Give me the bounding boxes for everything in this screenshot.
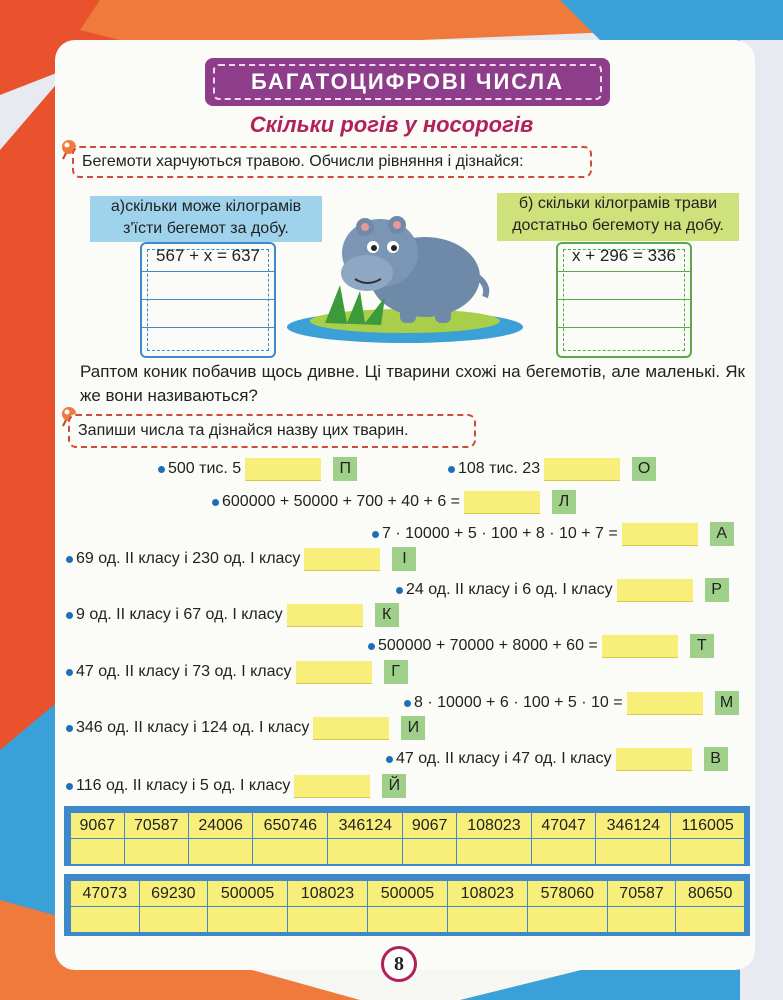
grid-answer-cell[interactable]	[447, 907, 527, 933]
answer-field[interactable]	[296, 661, 372, 684]
answer-grid-1	[70, 812, 745, 865]
grid-cell: 650746	[253, 813, 328, 839]
letter-badge: Й	[382, 774, 406, 798]
grid-answer-cell[interactable]	[607, 907, 676, 933]
letter-badge: Т	[690, 634, 714, 658]
grid-answer-cell[interactable]	[188, 839, 252, 865]
task2-item: 116 од. ІІ класу і 5 од. І класу Й	[66, 774, 406, 798]
page-number: 8	[381, 946, 417, 982]
answer-field[interactable]	[245, 458, 321, 481]
letter-badge: І	[392, 547, 416, 571]
grid-cell: 70587	[124, 813, 188, 839]
letter-badge: Л	[552, 490, 576, 514]
letter-badge: Г	[384, 660, 408, 684]
task1-instruction: Бегемоти харчуються травою. Обчисли рівняння і дізнайся:	[72, 146, 592, 178]
letter-badge: П	[333, 457, 357, 481]
grid-cell: 24006	[188, 813, 252, 839]
grid-answer-cell[interactable]	[288, 907, 368, 933]
task2-item: 8 · 10000 + 6 · 100 + 5 · 10 = М	[404, 691, 739, 715]
grid-cell: 500005	[208, 881, 288, 907]
answer-field[interactable]	[617, 579, 693, 602]
answer-field[interactable]	[622, 523, 698, 546]
letter-badge: Р	[705, 578, 729, 602]
answer-field[interactable]	[313, 717, 389, 740]
grid-cell: 9067	[403, 813, 457, 839]
task1-b-line1: б) скільки кілограмів трави	[518, 195, 718, 212]
grid-cell: 47073	[71, 881, 140, 907]
task2-item: 47 од. ІІ класу і 73 од. І класу Г	[66, 660, 408, 684]
task1-b-line2: достатньо бегемоту на добу.	[512, 217, 724, 234]
letter-badge: В	[704, 747, 728, 771]
grid-answer-cell[interactable]	[527, 907, 607, 933]
grid2-answer-row	[71, 907, 745, 933]
answer-field[interactable]	[287, 604, 363, 627]
letter-badge: К	[375, 603, 399, 627]
grid-cell: 346124	[328, 813, 403, 839]
answer-field[interactable]	[602, 635, 678, 658]
grid2-number-row	[71, 881, 745, 907]
grid-cell: 9067	[71, 813, 125, 839]
task1-a-line2: з'їсти бегемот за добу.	[123, 220, 289, 237]
grid-answer-cell[interactable]	[403, 839, 457, 865]
task2-item: 346 од. ІІ класу і 124 од. І класу И	[66, 716, 425, 740]
page-title: БАГАТОЦИФРОВІ ЧИСЛА	[213, 64, 602, 100]
task2-item: 600000 + 50000 + 700 + 40 + 6 = Л	[212, 490, 576, 514]
task1-a-frame	[140, 242, 276, 358]
task1-b-label	[497, 193, 739, 241]
grid-answer-cell[interactable]	[456, 839, 531, 865]
task2-item: 500 тис. 5 П	[158, 457, 357, 481]
grid1-number-row	[71, 813, 745, 839]
answer-grid-2	[70, 880, 745, 933]
grid-answer-cell[interactable]	[253, 839, 328, 865]
page-subtitle: Скільки рогів у носорогів	[249, 112, 534, 137]
grid-cell: 80650	[676, 881, 745, 907]
grid-cell: 116005	[671, 813, 745, 839]
grid-cell: 47047	[531, 813, 595, 839]
grid-cell: 69230	[139, 881, 208, 907]
task1-a-equation: 567 + x = 637	[156, 246, 260, 265]
title-banner	[205, 58, 610, 106]
letter-badge: И	[401, 716, 425, 740]
answer-field[interactable]	[616, 748, 692, 771]
letter-badge: М	[715, 691, 739, 715]
grid1-answer-row	[71, 839, 745, 865]
hippo-illustration	[285, 205, 525, 345]
grid-answer-cell[interactable]	[208, 907, 288, 933]
grid-answer-cell[interactable]	[328, 839, 403, 865]
grid-answer-cell[interactable]	[531, 839, 595, 865]
answer-field[interactable]	[464, 491, 540, 514]
task1-b-frame	[556, 242, 692, 358]
task2-item: 108 тис. 23 О	[448, 457, 656, 481]
story-paragraph: Раптом коник побачив щось дивне. Ці тварини схожі на бегемотів, але маленькі. Як же вони називаються?	[80, 362, 745, 405]
task2-item: 7 · 10000 + 5 · 100 + 8 · 10 + 7 = А	[372, 522, 734, 546]
task2-instruction: Запиши числа та дізнайся назву цих тварин.	[68, 414, 476, 448]
grid-cell: 500005	[367, 881, 447, 907]
answer-field[interactable]	[294, 775, 370, 798]
task2-item: 69 од. ІІ класу і 230 од. І класу І	[66, 547, 416, 571]
letter-badge: А	[710, 522, 734, 546]
answer-field[interactable]	[544, 458, 620, 481]
grid-cell: 108023	[456, 813, 531, 839]
grid-answer-cell[interactable]	[71, 839, 125, 865]
grid-answer-cell[interactable]	[676, 907, 745, 933]
grid-cell: 578060	[527, 881, 607, 907]
grid-cell: 70587	[607, 881, 676, 907]
task1-a-line1: а)скільки може кілограмів	[110, 198, 302, 215]
answer-field[interactable]	[304, 548, 380, 571]
answer-field[interactable]	[627, 692, 703, 715]
grid-cell: 346124	[596, 813, 671, 839]
grid-cell: 108023	[288, 881, 368, 907]
grid-answer-cell[interactable]	[596, 839, 671, 865]
grid-answer-cell[interactable]	[671, 839, 745, 865]
grid-cell: 108023	[447, 881, 527, 907]
task1-b-equation: x + 296 = 336	[572, 246, 676, 265]
grid-answer-cell[interactable]	[367, 907, 447, 933]
task2-item: 9 од. ІІ класу і 67 од. І класу К	[66, 603, 399, 627]
grid-answer-cell[interactable]	[124, 839, 188, 865]
grid-answer-cell[interactable]	[71, 907, 140, 933]
letter-badge: О	[632, 457, 656, 481]
task2-item: 24 од. ІІ класу і 6 од. І класу Р	[396, 578, 729, 602]
task2-item: 500000 + 70000 + 8000 + 60 = Т	[368, 634, 714, 658]
grid-answer-cell[interactable]	[139, 907, 208, 933]
task2-item: 47 од. ІІ класу і 47 од. І класу В	[386, 747, 728, 771]
